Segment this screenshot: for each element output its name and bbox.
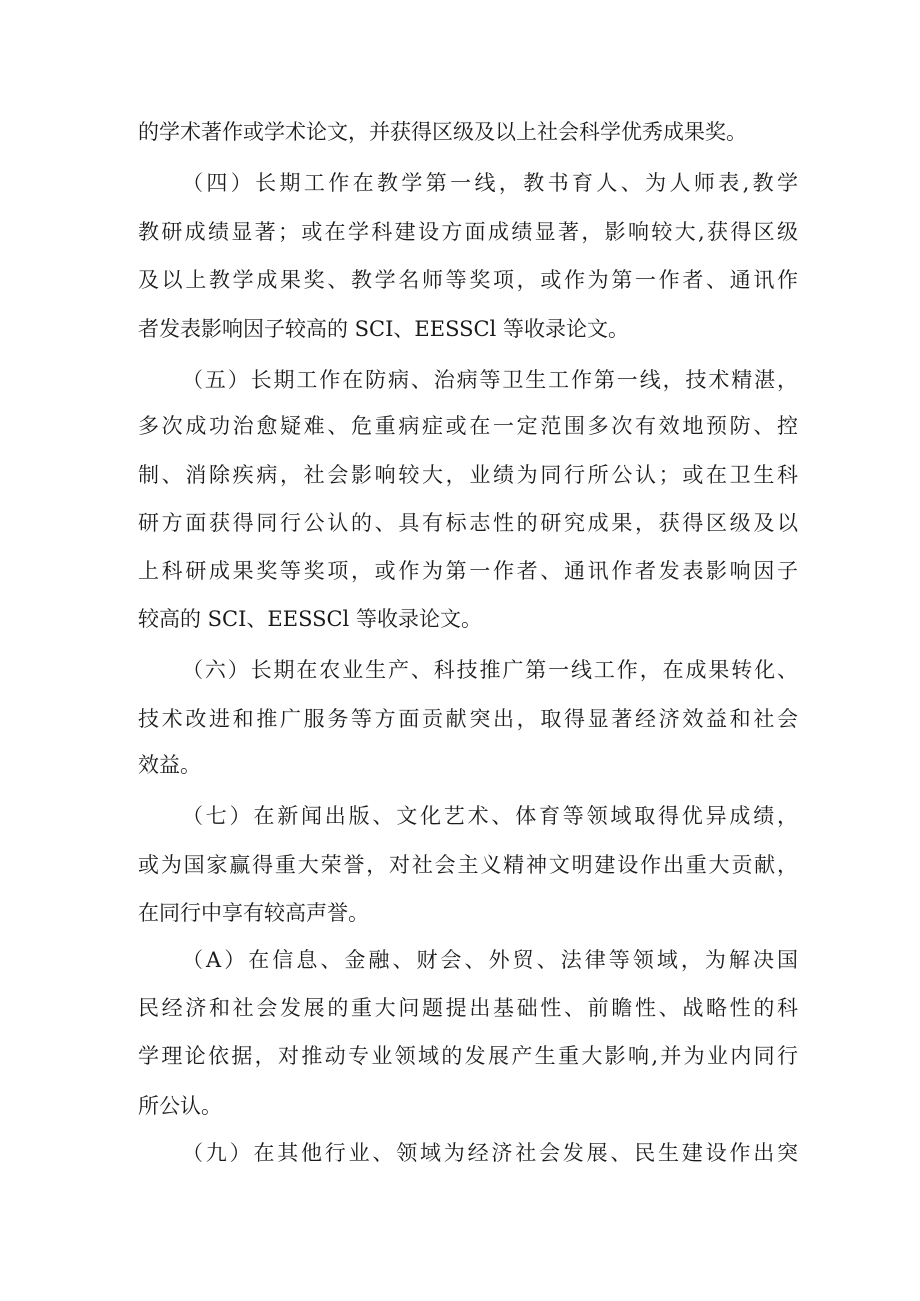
text-line: 研方面获得同行公认的、具有标志性的研究成果，获得区级及以 — [138, 511, 798, 535]
text-line: 在同行中享有较高声誉。 — [138, 901, 369, 925]
text-line: 上科研成果奖等奖项，或作为第一作者、通讯作者发表影响因子 — [138, 559, 798, 583]
text-line: 较高的 SCI、EESSCl 等收录论文。 — [138, 607, 482, 631]
text-line: 的学术著作或学术论文，并获得区级及以上社会科学优秀成果奖。 — [138, 120, 747, 144]
text-line: 制、消除疾病，社会影响较大，业绩为同行所公认；或在卫生科 — [138, 463, 798, 487]
text-line: 效益。 — [138, 753, 201, 777]
paragraph-eight-heading-line: （A）在信息、金融、财会、外贸、法律等领域，为解决国 — [182, 948, 798, 972]
paragraph-nine-heading-line: （九）在其他行业、领域为经济社会发展、民生建设作出突 — [182, 1141, 798, 1165]
text-line: 所公认。 — [138, 1094, 222, 1118]
text-line: 多次成功治愈疑难、危重病症或在一定范围多次有效地预防、控 — [138, 414, 798, 438]
text-line: 民经济和社会发展的重大问题提出基础性、前瞻性、战略性的科 — [138, 996, 798, 1020]
text-line: 技术改进和推广服务等方面贡献突出，取得显著经济效益和社会 — [138, 707, 798, 731]
text-line: 或为国家赢得重大荣誉，对社会主义精神文明建设作出重大贡献， — [138, 853, 798, 877]
paragraph-four-heading-line: （四）长期工作在教学第一线，教书育人、为人师表,教学 — [182, 171, 798, 195]
paragraph-six-heading-line: （六）长期在农业生产、科技推广第一线工作，在成果转化、 — [182, 658, 798, 682]
paragraph-seven-heading-line: （七）在新闻出版、文化艺术、体育等领域取得优异成绩， — [182, 804, 798, 828]
text-line: 教研成绩显著；或在学科建设方面成绩显著，影响较大,获得区级 — [138, 220, 798, 244]
paragraph-five-heading-line: （五）长期工作在防病、治病等卫生工作第一线，技术精湛， — [182, 368, 798, 392]
text-line: 及以上教学成果奖、教学名师等奖项，或作为第一作者、通讯作 — [138, 268, 798, 292]
text-line: 学理论依据，对推动专业领域的发展产生重大影响,并为业内同行 — [138, 1044, 798, 1068]
text-line: 者发表影响因子较高的 SCI、EESSCl 等收录论文。 — [138, 317, 629, 341]
